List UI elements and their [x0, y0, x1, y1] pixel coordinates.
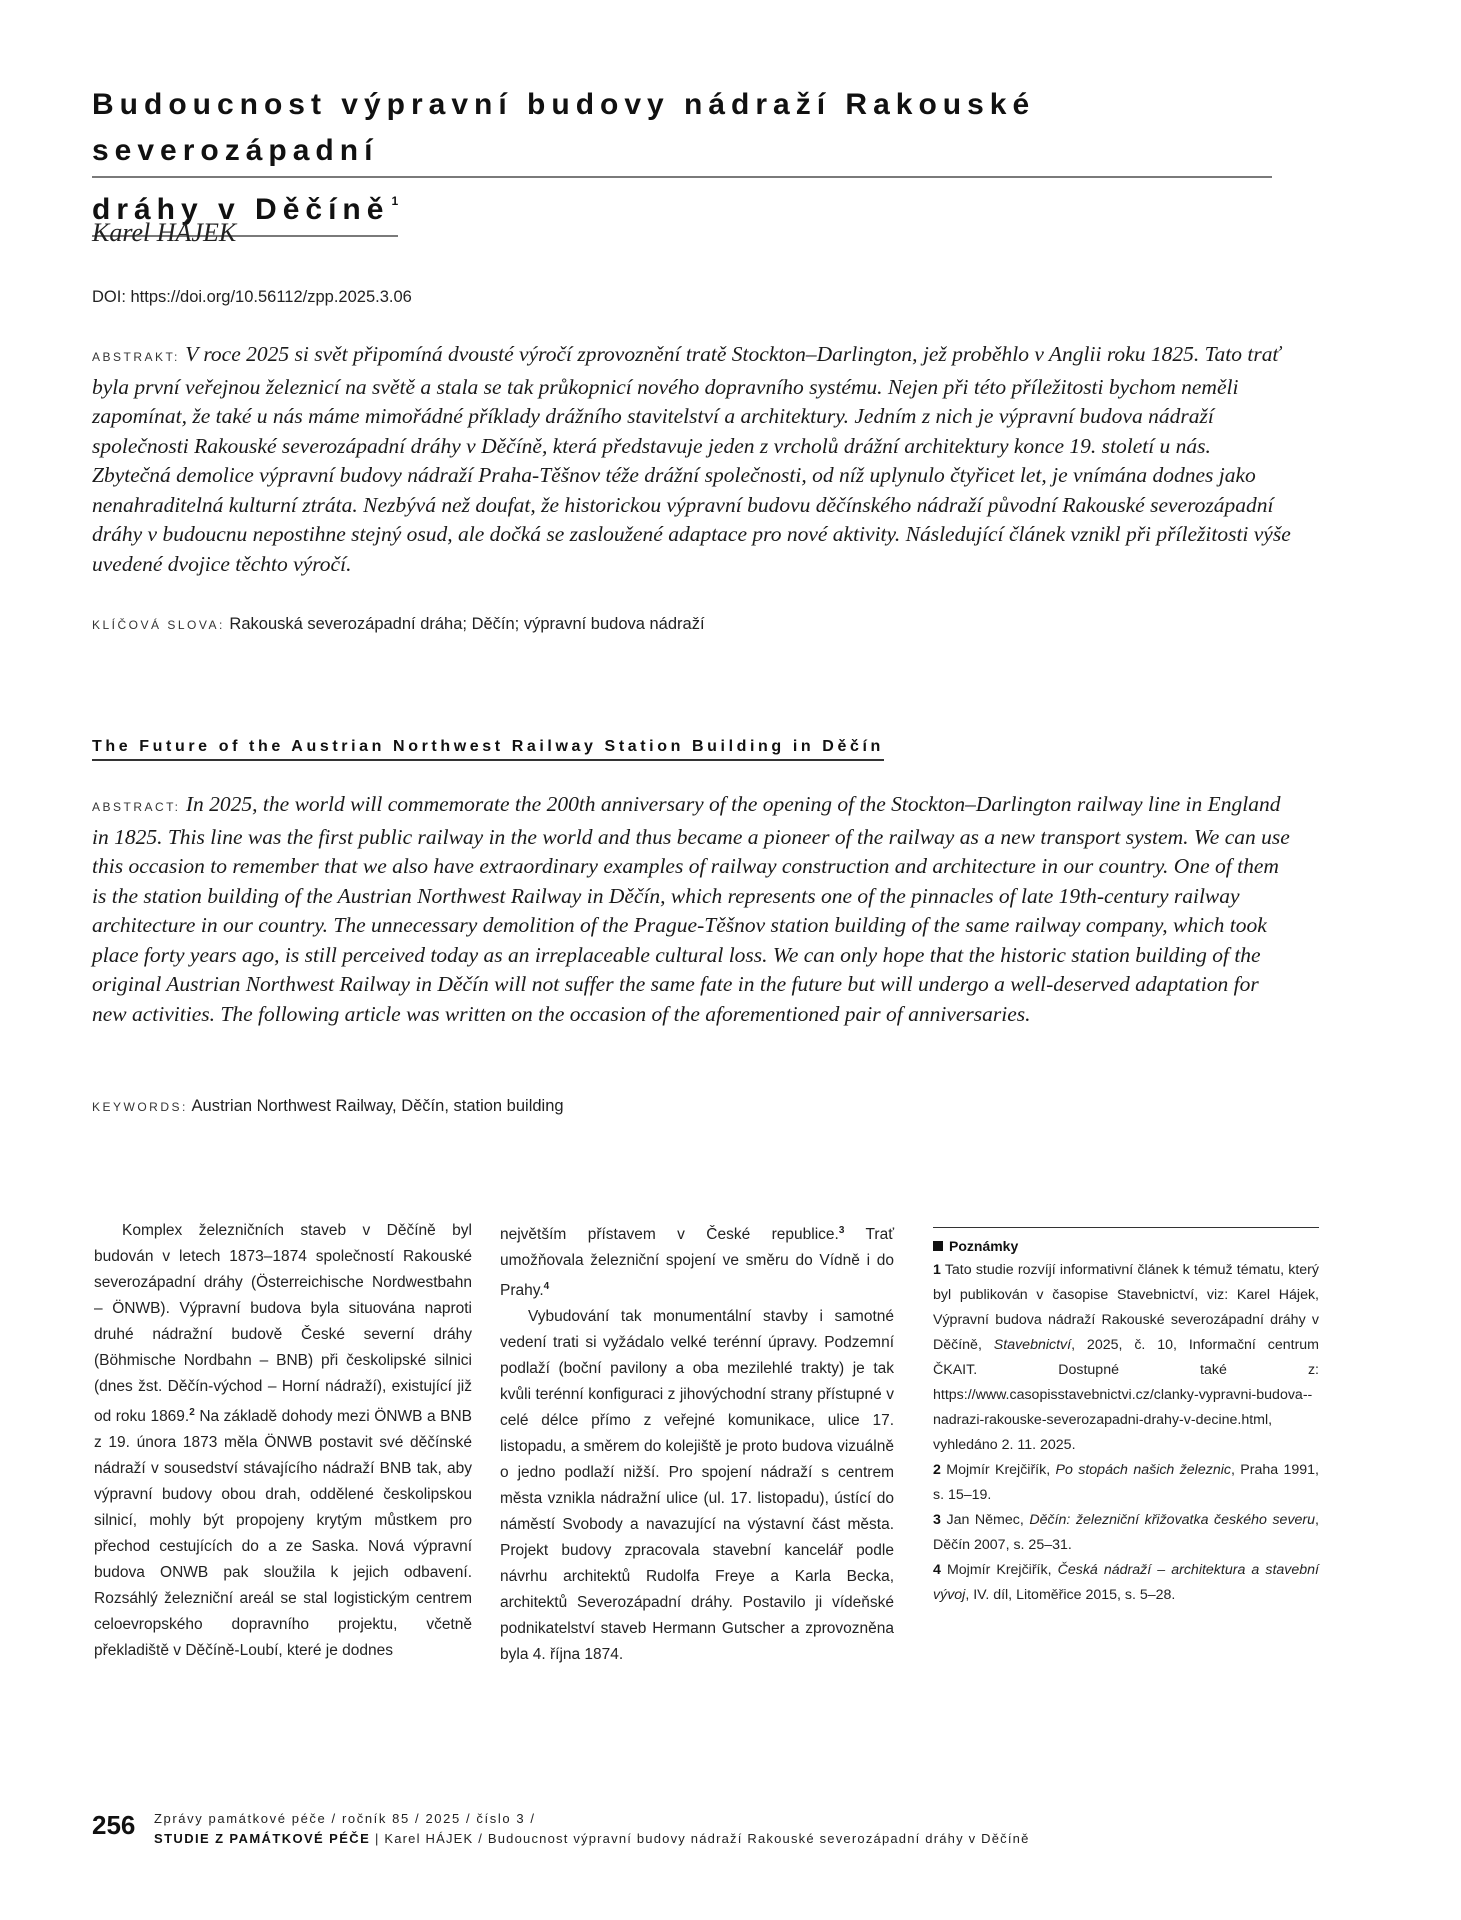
body-paragraph: Vybudování tak monumentální stavby i samotné vedení trati si vyžádalo velké terénní úpravy. Podzemní podlaží (boční pavilony a oba mezilehlé trakty) je tak kvůli terénní konfiguraci z jihovýchodní strany přístupné v celé délce přímo z veřejné komunikace, ulice 17. listopadu, a směrem do kolejiště je proto budova vizuálně o jedno podlaží nižší. Pro spojení nádraží s centrem města vznikla nádražní ulice (ul. 17. listopadu), ústící do náměstí Svobody a navazující na výstavní část města. Projekt budovy zpracovala stavební kancelář podle návrhu architektů Rudolfa Freye a Karla Becka, architektů Severozápadní dráhy. Postavilo ji vídeňské podnikatelství staveb Hermann Gutscher a zprovozněna byla 4. října 1874. — [500, 1308, 894, 1663]
body-text: Komplex železničních staveb v Děčíně byl budován v letech 1873–1874 společností Rakouské severozápadní dráhy (Österreichische Nordwestbahn – ÖNWB). Výpravní budova byla situována naproti druhé nádražní budově České severní dráhy (Böhmische Nordbahn – BNB) při českolipské silnici (dnes žst. Děčín-východ – Horní nádraží), existující již od roku 1869. — [94, 1222, 472, 1425]
notes-heading-text: Poznámky — [949, 1238, 1019, 1254]
note-number: 4 — [933, 1562, 941, 1578]
english-title: The Future of the Austrian Northwest Railway Station Building in Děčín — [92, 738, 884, 761]
note-number: 3 — [933, 1512, 941, 1528]
page-number: 256 — [92, 1810, 136, 1840]
body-column-2 — [500, 1218, 894, 1668]
section-name: STUDIE Z PAMÁTKOVÉ PÉČE — [154, 1831, 371, 1846]
note-item — [933, 1458, 1319, 1508]
note-item — [933, 1508, 1319, 1558]
keywords-cz — [92, 615, 705, 634]
note-text: , Praha 1991, s. 15–19. — [933, 1462, 1319, 1503]
abstract-cz — [92, 340, 1292, 579]
body-paragraph — [94, 1218, 472, 1664]
doi-link[interactable]: DOI: https://doi.org/10.56112/zpp.2025.3.06 — [92, 288, 412, 306]
title-line-2-text: dráhy v Děčíně — [92, 193, 390, 226]
keywords-en-text: Austrian Northwest Railway, Děčín, station building — [191, 1097, 564, 1115]
footnote-ref-2[interactable]: 2 — [189, 1407, 195, 1418]
footnote-ref-4[interactable]: 4 — [543, 1281, 550, 1292]
note-text: Jan Němec, — [946, 1512, 1030, 1528]
note-number: 1 — [933, 1262, 941, 1278]
notes-section — [933, 1227, 1319, 1608]
running-title — [154, 1831, 1030, 1846]
note-text: , IV. díl, Litoměřice 2015, s. 5–28. — [965, 1587, 1176, 1603]
note-italic: Po stopách našich železnic — [1055, 1462, 1231, 1478]
notes-heading — [933, 1234, 1319, 1258]
keywords-cz-text: Rakouská severozápadní dráha; Děčín; výpravní budova nádraží — [229, 615, 705, 633]
note-text: , Děčín 2007, s. 25–31. — [933, 1512, 1319, 1553]
keywords-cz-label: KLÍČOVÁ SLOVA: — [92, 618, 225, 632]
body-text: Na základě dohody mezi ÖNWB a BNB z 19. února 1873 měla ÖNWB postavit své děčínské nádraží v sousedství stávajícího nádraží BNB tak, aby výpravní budovy obou drah, oddělené českolipskou silnicí, mohly být propojeny krytým můstkem pro přechod cestujících do a ze Saska. Nová výpravní budova ONWB pak sloužila k jejich odbavení. Rozsáhlý železniční areál se stal logistickým centrem celoevropského dopravního projektu, včetně překladiště v Děčíně-Loubí, které je dodnes — [94, 1408, 472, 1659]
keywords-en — [92, 1097, 564, 1116]
note-italic: Stavebnictví — [993, 1337, 1072, 1353]
title-footnote-ref[interactable]: 1 — [391, 194, 399, 208]
note-text: Mojmír Krejčiřík, — [946, 1562, 1058, 1578]
body-text: Trať umožňovala železniční spojení ve směru do Vídně i do Prahy. — [500, 1226, 895, 1299]
article-title — [92, 82, 1272, 237]
note-text: , 2025, č. 10, Informační centrum ČKAIT. Dostupné také z: https://www.casopisstavebnictvi.cz/clanky-vypravni-budova--nadrazi-rakouske-severozapadni-drahy-v-decine.html, vyhledáno 2. 11. 2025. — [933, 1337, 1320, 1453]
abstract-cz-label: ABSTRAKT: — [92, 350, 180, 364]
note-italic: Česká nádraží – architektura a stavební vývoj — [933, 1562, 1319, 1603]
keywords-en-label: KEYWORDS: — [92, 1100, 188, 1114]
journal-info: Zprávy památkové péče / ročník 85 / 2025 / číslo 3 / — [154, 1811, 536, 1826]
body-column-1 — [94, 1218, 472, 1664]
square-bullet-icon — [933, 1241, 943, 1251]
footnote-ref-3[interactable]: 3 — [838, 1225, 845, 1236]
body-paragraph — [500, 1218, 894, 1304]
abstract-en-text: In 2025, the world will commemorate the 200th anniversary of the opening of the Stockton–Darlington railway line in England in 1825. This line was the first public railway in the world and thus became a pioneer of the railway as a new transport system. We can use this occasion to remember that we also have extraordinary examples of railway construction and architecture in our country. One of them is the station building of the Austrian Northwest Railway in Děčín, which represents one of the pinnacles of late 19th-century railway architecture in our country. The unnecessary demolition of the Prague-Těšnov station building of the same railway company, which took place forty years ago, is still perceived today as an irreplaceable cultural loss. We can only hope that the historic station building of the original Austrian Northwest Railway in Děčín will not suffer the same fate in the future but will undergo a well-deserved adaptation for new activities. The following article was written on the occasion of the aforementioned pair of anniversaries. — [92, 792, 1290, 1026]
abstract-cz-text: V roce 2025 si svět připomíná dvousté výročí zprovoznění tratě Stockton–Darlington, jež proběhlo v Anglii roku 1825. Tato trať byla první veřejnou železnicí na světě a stala se tak průkopnicí nového dopravního systému. Nejen při této příležitosti bychom neměli zapomínat, že také u nás máme mimořádné příklady drážního stavitelství a architektury. Jedním z nich je výpravní budova nádraží společnosti Rakouské severozápadní dráhy v Děčíně, která představuje jeden z vrcholů drážní architektury konce 19. století u nás. Zbytečná demolice výpravní budovy nádraží Praha-Těšnov téže drážní společnosti, od níž uplynulo čtyřicet let, je vnímána dodnes jako nenahraditelná kulturní ztráta. Nezbývá než doufat, že historickou výpravní budovu děčínského nádraží původní Rakouské severozápadní dráhy v budoucnu nepostihne stejný osud, ale dočká se zasloužené adaptace pro nové aktivity. Následující článek vznikl při příležitosti výše uvedené dvojice těchto výročí. — [92, 342, 1291, 576]
author-name: Karel HÁJEK — [92, 218, 237, 247]
note-number: 2 — [933, 1462, 941, 1478]
abstract-en-label: ABSTRACT: — [92, 800, 181, 814]
note-text: Tato studie rozvíjí informativní článek k témuž tématu, který byl publikován v časopise Stavebnictví, viz: Karel Hájek, Výpravní budova nádraží Rakouské severozápadní dráhy v Děčíně, — [933, 1262, 1319, 1353]
title-line-1: Budoucnost výpravní budovy nádraží Rakouské severozápadní — [92, 82, 1272, 178]
abstract-en — [92, 790, 1292, 1029]
note-italic: Děčín: železniční křižovatka českého severu — [1029, 1512, 1316, 1528]
running-title-text: | Karel HÁJEK / Budoucnost výpravní budovy nádraží Rakouské severozápadní dráhy v Děčíně — [370, 1831, 1030, 1846]
note-text: Mojmír Krejčiřík, — [946, 1462, 1056, 1478]
note-item — [933, 1558, 1319, 1608]
body-text: největším přístavem v České republice. — [500, 1226, 839, 1243]
note-item — [933, 1258, 1319, 1458]
